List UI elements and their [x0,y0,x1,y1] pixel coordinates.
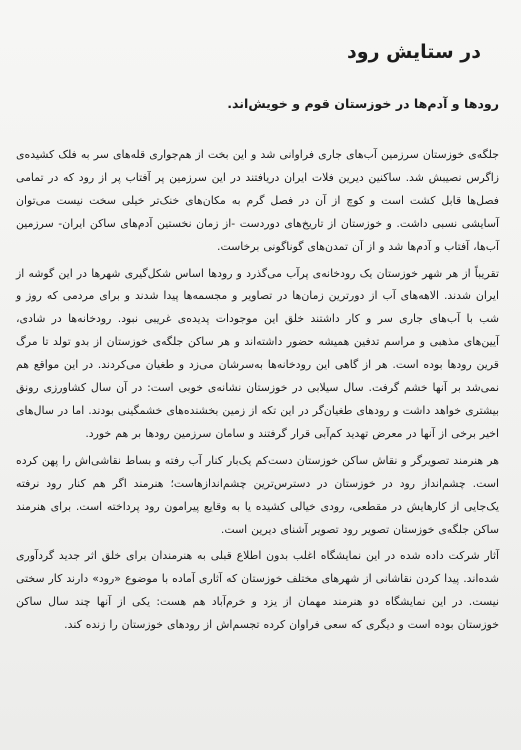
paragraph-4: آثار شرکت داده شده در این نمایشگاه اغلب بدون اطلاع قبلی به هنرمندان برای خلق اثر جدید گردآوری شده‌اند. پیدا کردن نقاشانی از شهرهای مختلف خوزستان که آثاری آماده با موضوع «رود» دارند کار سختی نیست. در این نمایشگاه دو هنرمند مهمان از یزد و خرم‌آباد هم هست: یکی از آنها چند سال ساکن خوزستان بوده است و دیگری که سعی فراوان کرده تجسم‌اش از رودهای خوزستان را زنده کند. [16,549,499,632]
paragraph-2: تقریباً از هر شهر خوزستان یک رودخانه‌ی پرآب می‌گذرد و رودها اساس شکل‌گیری شهرها در این گوشه از ایران شدند. الاهه‌های آب از دورترین زمان‌ها در تصاویر و مجسمه‌ها پیدا شدند و برای مردمی که روز و شب با آب‌های جاری سر و کار داشتند خلق این موجودات پدیده‌ی غریبی نبود. رودخانه‌ها در شادی، آیین‌های مذهبی و مراسم تدفین همیشه حضور داشته‌اند و هر ساکن جلگه‌ی خوزستان از بدو تولد تا مرگ قرین رودها بوده است. هر از گاهی این رودخانه‌ها به‌سرشان می‌زد و طغیان می‌کردند. در این مواقع هم نمی‌شد بر آنها خشم گرفت. سال سیلابی در خوزستان نشانه‌ی خوبی است: در آن سال کشاورزی رونق بیشتری خواهد داشت و رودهای طغیان‌گر در این تکه از زمین بخشنده‌های خشمگینی بودند. اما در سال‌های اخیر برخی از آنها در معرض تهدید کم‌آبی قرار گرفتند و سامان سرزمین رودها بر هم خورد. [16,266,499,440]
paragraph-3: هر هنرمند تصویرگر و نقاش ساکن خوزستان دست‌کم یک‌بار کنار آب رفته و بساط نقاشی‌اش را پهن کرده است. چشم‌انداز رود در خوزستان در دسترس‌ترین چشم‌اندازهاست؛ هنرمند اگر هم کنار رود نرفته یک‌جایی از کارهایش در مقطعی، رودی خیالی کشیده یا به وقایع پیرامون رود پرداخته است. برای هنرمند ساکن جلگه‌ی خوزستان تصویر رود تصویر آشنای دیرین است. [16,453,499,536]
document-title: در ستایش رود [347,41,481,63]
document-body [16,144,499,637]
paragraph-1: جلگه‌ی خوزستان سرزمین آب‌های جاری فراوانی شد و این بخت از هم‌جواری قله‌های سر به فلک کشیده‌ی زاگرس نصیبش شد. ساکنین دیرین فلات ایران دریافتند در این سرزمین پر آفتاب پر از رود که در تمامی فصل‌ها قابل کشت است و کوچ از آن در فصل گرم به مکان‌های خنک‌تر خیلی سخت نیست می‌توان آسایشی نسبی داشت. و خوزستان از تاریخ‌های دوردست -از زمان نخستین آدم‌های ساکن ایران- سرزمین آب‌ها، آفتاب و آدم‌ها شد و از آن تمدن‌های گوناگونی برخاست. [16,148,499,253]
document-subtitle: رودها و آدم‌ها در خوزستان قوم و خویش‌اند. [227,96,499,111]
